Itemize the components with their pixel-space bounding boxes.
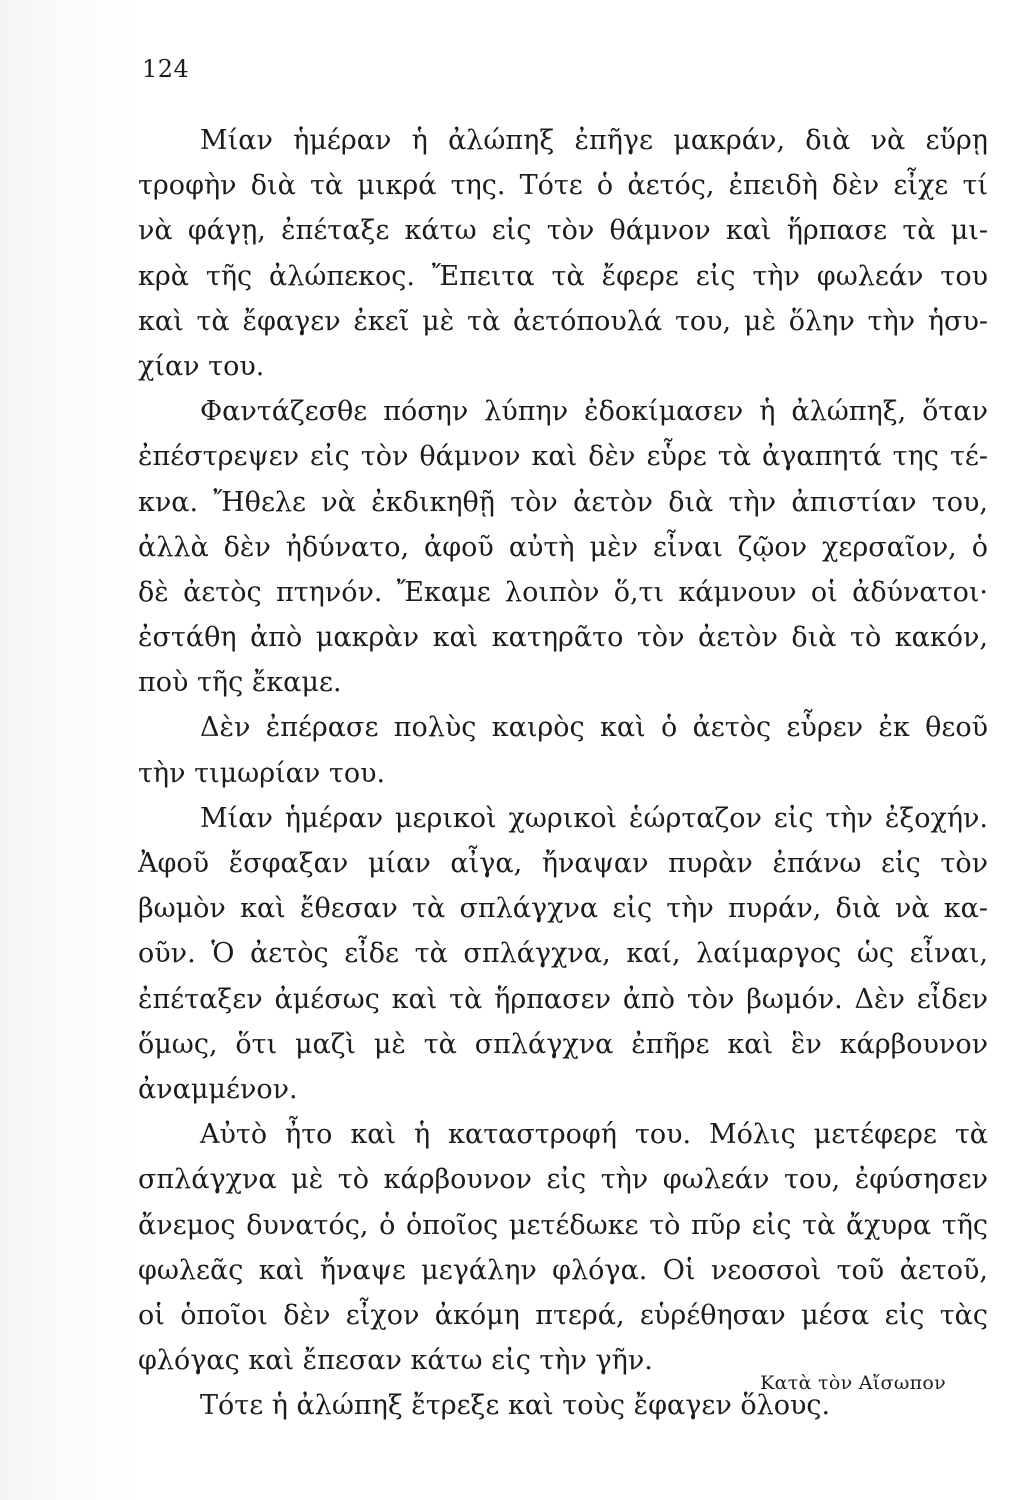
text-line: Αὐτὸ ἦτο καὶ ἡ καταστροφή του. Μόλις μετέφερε τὰ [200, 1119, 988, 1151]
text-line: ἀναμμένον. [138, 1073, 298, 1105]
text-line: Ἀφοῦ ἔσφαξαν μίαν αἶγα, ἤναψαν πυρὰν ἐπάνω εἰς τὸν [138, 848, 988, 879]
text-line: βωμὸν καὶ ἔθεσαν τὰ σπλάγχνα εἰς τὴν πυράν, διὰ νὰ κα- [138, 893, 988, 925]
text-line: ἐστάθη ἀπὸ μακρὰν καὶ κατηρᾶτο τὸν ἀετὸν διὰ τὸ κακόν, [138, 622, 988, 654]
text-line: ἐπέστρεψεν εἰς τὸν θάμνον καὶ δὲν εὗρε τὰ ἀγαπητά της τέ- [138, 441, 988, 473]
text-line: ἀλλὰ δὲν ἠδύνατο, ἀφοῦ αὐτὴ μὲν εἶναι ζῷον χερσαῖον, ὁ [138, 531, 988, 563]
page-number: 124 [142, 55, 190, 83]
text-line: τὴν τιμωρίαν του. [138, 757, 386, 789]
text-line: Φαντάζεσθε πόσην λύπην ἐδοκίμασεν ἡ ἀλώπηξ, ὅταν [200, 396, 988, 428]
text-line: νὰ φάγῃ, ἐπέταξε κάτω εἰς τὸν θάμνον καὶ ἥρπασε τὰ μι- [138, 215, 988, 247]
text-line: φωλεᾶς καὶ ἤναψε μεγάλην φλόγα. Οἱ νεοσσοὶ τοῦ ἀετοῦ, [138, 1254, 988, 1286]
text-line: σπλάγχνα μὲ τὸ κάρβουνον εἰς τὴν φωλεάν του, ἐφύσησεν [138, 1164, 988, 1196]
text-line: Τότε ἡ ἀλώπηξ ἔτρεξε καὶ τοὺς ἔφαγεν ὅλους. [200, 1390, 831, 1422]
text-line: Δὲν ἐπέρασε πολὺς καιρὸς καὶ ὁ ἀετὸς εὗρεν ἐκ θεοῦ [200, 712, 988, 744]
text-line: ὅμως, ὅτι μαζὶ μὲ τὰ σπλάγχνα ἐπῆρε καὶ ἓν κάρβουνον [138, 1028, 988, 1060]
text-line: τροφὴν διὰ τὰ μικρά της. Τότε ὁ ἀετός, ἐπειδὴ δὲν εἶχε τί [138, 170, 988, 202]
text-line: κρὰ τῆς ἀλώπεκος. Ἔπειτα τὰ ἔφερε εἰς τὴν φωλεάν του [138, 260, 988, 292]
text-line: ἄνεμος δυνατός, ὁ ὁποῖος μετέδωκε τὸ πῦρ εἰς τὰ ἄχυρα τῆς [138, 1209, 988, 1241]
text-line: οἱ ὁποῖοι δὲν εἶχον ἀκόμη πτερά, εὑρέθησαν μέσα εἰς τὰς [138, 1299, 988, 1331]
text-line: φλόγας καὶ ἔπεσαν κάτω εἰς τὴν γῆν. [138, 1345, 653, 1377]
text-line: κνα. Ἤθελε νὰ ἐκδικηθῇ τὸν ἀετὸν διὰ τὴν ἀπιστίαν του, [138, 486, 988, 518]
text-line: Μίαν ἡμέραν μερικοὶ χωρικοὶ ἑώρταζον εἰς τὴν ἐξοχήν. [200, 802, 988, 834]
text-line: καὶ τὰ ἔφαγεν ἐκεῖ μὲ τὰ ἀετόπουλά του, μὲ ὅλην τὴν ἡσυ- [138, 305, 988, 337]
story-text [138, 118, 988, 1428]
text-line: ποὺ τῆς ἔκαμε. [138, 667, 342, 699]
text-line: δὲ ἀετὸς πτηνόν. Ἔκαμε λοιπὸν ὅ,τι κάμνουν οἱ ἀδύνατοι· [138, 576, 988, 608]
text-line: ἐπέταξεν ἀμέσως καὶ τὰ ἥρπασεν ἀπὸ τὸν βωμόν. Δὲν εἶδεν [138, 983, 988, 1015]
text-line: Μίαν ἡμέραν ἡ ἀλώπηξ ἐπῆγε μακράν, διὰ νὰ εὕρῃ [200, 125, 988, 156]
attribution: Κατὰ τὸν Αἴσωπον [760, 1372, 946, 1394]
text-line: χίαν του. [138, 350, 265, 382]
text-line: οῦν. Ὁ ἀετὸς εἶδε τὰ σπλάγχνα, καί, λαίμαργος ὡς εἶναι, [138, 938, 988, 970]
